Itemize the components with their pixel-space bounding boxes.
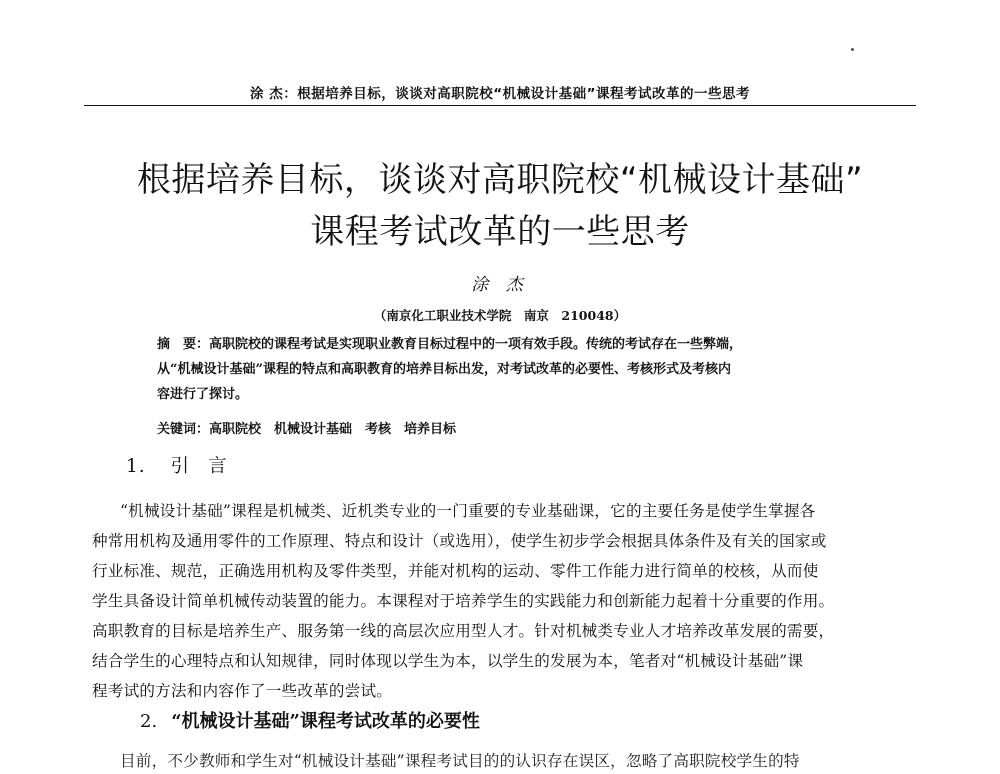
section-2-title: “机械设计基础”课程考试改革的必要性 bbox=[171, 711, 480, 732]
abstract-line-2: 从“机械设计基础”课程的特点和高职教育的培养目标出发，对考试改革的必要性、考核形式及考核内 bbox=[157, 362, 731, 377]
intro-line-2: 种常用机构及通用零件的工作原理、特点和设计（或选用），使学生初步学会根据具体条件及有关的国家或 bbox=[92, 532, 827, 550]
running-header: 涂 杰：根据培养目标，谈谈对高职院校“机械设计基础”课程考试改革的一些思考 bbox=[250, 86, 750, 102]
keywords bbox=[157, 417, 857, 442]
section-2-heading bbox=[140, 707, 480, 733]
intro-line-4: 学生具备设计简单机械传动装置的能力。本课程对于培养学生的实践能力和创新能力起着十分重要的作用。 bbox=[92, 592, 835, 610]
scan-speck bbox=[851, 48, 854, 51]
intro-line-5: 高职教育的目标是培养生产、服务第一线的高层次应用型人才。针对机械类专业人才培养改革发展的需要， bbox=[92, 622, 835, 640]
section-1-title-b: 言 bbox=[208, 456, 228, 477]
abstract-line-3: 容进行了探讨。 bbox=[157, 387, 249, 402]
keywords-text: 高职院校 机械设计基础 考核 培养目标 bbox=[209, 422, 457, 437]
paper-title-line-2: 课程考试改革的一些思考 bbox=[310, 212, 690, 252]
abstract-line-1 bbox=[157, 332, 857, 357]
intro-line-3: 行业标准、规范，正确选用机构及零件类型，并能对机构的运动、零件工作能力进行简单的校核，从而使 bbox=[92, 562, 819, 580]
header-rule bbox=[84, 105, 916, 106]
section-2-first-line: 目前，不少教师和学生对“机械设计基础”课程考试目的的认识存在误区，忽略了高职院校学生的特 bbox=[120, 752, 800, 770]
intro-line-1: “机械设计基础”课程是机械类、近机类专业的一门重要的专业基础课，它的主要任务是使学生掌握各 bbox=[120, 502, 816, 520]
intro-line-7: 程考试的方法和内容作了一些改革的尝试。 bbox=[92, 682, 393, 700]
abstract-text-1: 高职院校的课程考试是实现职业教育目标过程中的一项有效手段。传统的考试存在一些弊端， bbox=[209, 337, 743, 352]
intro-line-6: 结合学生的心理特点和认知规律，同时体现以学生为本，以学生的发展为本，笔者对“机械设计基础”课 bbox=[92, 652, 804, 670]
section-2-number: 2. bbox=[140, 711, 158, 732]
section-1-title-a: 引 bbox=[170, 456, 191, 477]
keywords-label: 关键词： bbox=[157, 422, 210, 437]
affiliation: （南京化工职业技术学院 南京 210048） bbox=[373, 308, 627, 323]
author: 涂 杰 bbox=[471, 275, 529, 295]
section-1-heading bbox=[126, 452, 228, 478]
abstract-label: 摘 要： bbox=[157, 337, 210, 352]
section-1-number: 1. bbox=[126, 456, 146, 477]
paper-title-line-1: 根据培养目标，谈谈对高职院校“机械设计基础” bbox=[136, 160, 864, 200]
